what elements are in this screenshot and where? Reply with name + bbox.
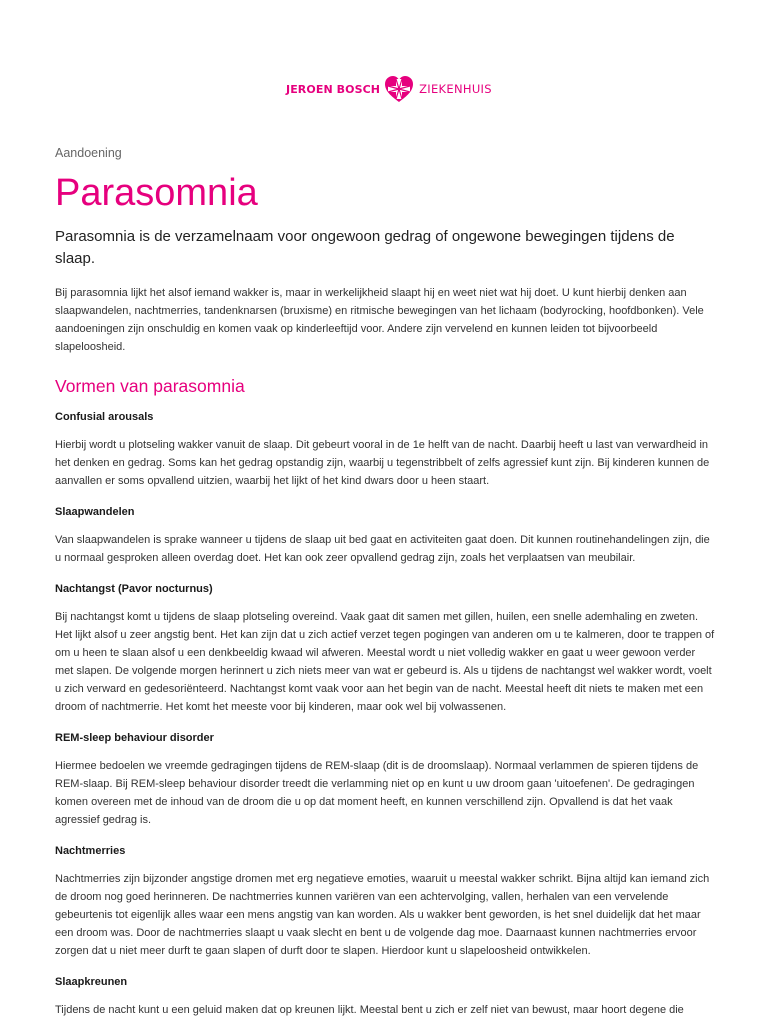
paragraph-slaapwandelen: Van slaapwandelen is sprake wanneer u tijdens de slaap uit bed gaat en activiteiten gaat doen. Dit kunnen routinehandelingen zijn, die u normaal gesproken alleen overdag doet. Het kan ook zeer opvallend gedrag zijn, zoals het verplaatsen van meubilair.	[55, 534, 710, 564]
subheading-slaapkreunen: Slaapkreunen	[55, 976, 128, 988]
subheading-nachtmerries: Nachtmerries	[55, 845, 126, 857]
section-heading: Vormen van parasomnia	[55, 376, 245, 396]
hospital-logo[interactable]	[286, 74, 492, 104]
subheading-rem-sleep: REM-sleep behaviour disorder	[55, 732, 214, 744]
article-content	[55, 146, 715, 1024]
page-title: Parasomnia	[55, 172, 258, 214]
logo-text-left: JEROEN BOSCH	[286, 82, 381, 96]
paragraph-nachtangst: Bij nachtangst komt u tijdens de slaap plotseling overeind. Vaak gaat dit samen met gillen, huilen, een snelle ademhaling en zweten. Het lijkt alsof u zeer angstig bent. Het kan zijn dat u zich actief verzet tegen pogingen van anderen om u te kalmeren, door te trappen of om u heen te slaan alsof u een denkbeeldig kwaad wil afweren. Meestal wordt u niet volledig wakker en gaat u weer gewoon verder met slapen. De volgende morgen herinnert u zich niets meer van wat er gebeurd is. Als u tijdens de nachtangst wel wakker wordt, voelt u zich verward en gedesoriënteerd. Nachtangst komt vaak voor aan het begin van de nacht. Meestal heeft dit niets te maken met een droom of nachtmerrie. Het komt het meeste voor bij kinderen, maar ook wel bij volwassenen.	[55, 611, 715, 713]
paragraph-slaapkreunen: Tijdens de nacht kunt u een geluid maken dat op kreunen lijkt. Meestal bent u zich er zelf niet van bewust, maar hoort degene die	[55, 1004, 684, 1016]
paragraph-nachtmerries: Nachtmerries zijn bijzonder angstige dromen met erg negatieve emoties, waaruit u meestal wakker schrikt. Bijna altijd kan iemand zich de droom nog goed herinneren. De nachtmerries kunnen variëren van een achtervolging, vallen, herhalen van een vervelende gebeurtenis tot eigenlijk alles waar een mens angstig van kan worden. Als u wakker bent geworden, is het snel duidelijk dat het maar een droom was. Door de nachtmerries slaapt u vaak slecht en bent u de volgende dag moe. Daarnaast kunnen nachtmerries ervoor zorgen dat u niet meer durft te gaan slapen of durft door te slapen. Hierdoor kunt u slapeloosheid ontwikkelen.	[55, 873, 710, 957]
logo-text-right: ZIEKENHUIS	[419, 82, 492, 96]
article-category: Aandoening	[55, 146, 122, 160]
subheading-nachtangst: Nachtangst (Pavor nocturnus)	[55, 583, 213, 595]
subheading-slaapwandelen: Slaapwandelen	[55, 506, 135, 518]
subheading-confusial-arousals: Confusial arousals	[55, 411, 154, 423]
paragraph-confusial-arousals: Hierbij wordt u plotseling wakker vanuit de slaap. Dit gebeurt vooral in de 1e helft van de nacht. Daarbij heeft u last van verwardheid in het denken en gedrag. Soms kan het gedrag opstandig zijn, waarbij u tegenstribbelt of zelfs agressief kunt zijn. Bij kinderen kunnen de aanvallen er soms opvallend uitzien, waarbij het lijkt of het kind dwars door u heen staart.	[55, 439, 710, 487]
paragraph-rem-sleep: Hiermee bedoelen we vreemde gedragingen tijdens de REM-slaap (dit is de droomslaap). Normaal verlammen de spieren tijdens de REM-slaap. Bij REM-sleep behaviour disorder treedt die verlamming niet op en kunt u uw droom gaan 'uitoefenen'. De gedragingen komen overeen met de inhoud van de droom die u op dat moment heeft, en kunnen verschillend zijn. Opvallend is dat het vaak agressief gedrag is.	[55, 760, 699, 826]
heart-cross-icon	[381, 74, 417, 104]
intro-paragraph: Bij parasomnia lijkt het alsof iemand wakker is, maar in werkelijkheid slaapt hij en weet niet wat hij doet. U kunt hierbij denken aan slaapwandelen, nachtmerries, tandenknarsen (bruxisme) en ritmische bewegingen van het lichaam (bodyrocking, hoofdbonken). Vele aandoeningen zijn onschuldig en komen vaak op kinderleeftijd voor. Andere zijn vervelend en kunnen leiden tot bijvoorbeeld slapeloosheid.	[55, 287, 704, 353]
lead-paragraph: Parasomnia is de verzamelnaam voor ongewoon gedrag of ongewone bewegingen tijdens de slaap.	[55, 228, 675, 267]
